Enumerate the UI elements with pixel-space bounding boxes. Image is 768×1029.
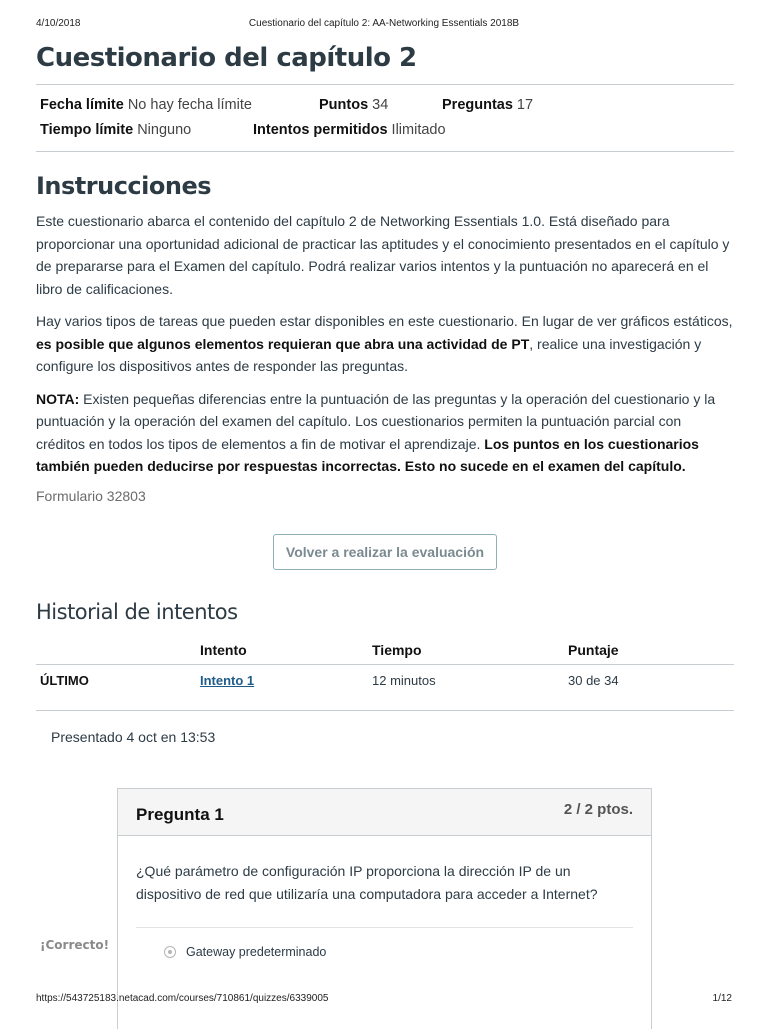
due-label: Fecha límite (40, 97, 124, 113)
due-value: No hay fecha límite (127, 97, 252, 113)
instructions-paragraph-1: Este cuestionario abarca el contenido del capítulo 2 de Networking Essentials 1.0. Está diseñado para proporcionar una oportunidad adicional de practicar las aptitudes y el conocimiento presentados en el capítulo y de prepararse para el Examen del capítulo. Podrá realizar varios intentos y la puntuación no aparecerá en el libro de calificaciones. (36, 213, 730, 297)
answer-option[interactable] (164, 945, 326, 959)
print-doc-title: Cuestionario del capítulo 2: AA-Networking Essentials 2018B (248, 18, 520, 29)
details-row-1 (40, 93, 730, 118)
quiz-details (36, 85, 734, 151)
attempt-status: ÚLTIMO (40, 672, 89, 688)
column-header-attempt: Intento (200, 634, 372, 665)
radio-selected-icon[interactable] (164, 946, 176, 958)
answer-label: Gateway predeterminado (186, 945, 327, 959)
time-value: Ninguno (137, 122, 192, 138)
print-header (36, 18, 732, 32)
column-header-time: Tiempo (372, 634, 568, 665)
column-header-status (36, 634, 200, 665)
instructions-title: Instrucciones (36, 172, 212, 200)
submitted-date: Presentado 4 oct en 13:53 (51, 728, 216, 745)
points-label: Puntos (319, 97, 369, 113)
quiz-content (36, 40, 734, 745)
form-id: Formulario 32803 (36, 487, 146, 504)
p2-text-a: Hay varios tipos de tareas que pueden estar disponibles en este cuestionario. En lugar de ver gráficos estáticos, (36, 313, 733, 329)
time-limit (40, 118, 253, 143)
points (319, 93, 442, 118)
attempts-label: Intentos permitidos (253, 122, 388, 138)
attempt-time: 12 minutos (372, 672, 436, 688)
p2-text-c: , realice una investigación y configure los dispositivos antes de responder las preguntas. (36, 335, 702, 374)
divider (36, 151, 734, 152)
print-page-number: 1/12 (712, 993, 732, 1004)
note-label: NOTA: (36, 390, 80, 407)
instructions-paragraph-2 (36, 310, 734, 378)
divider (36, 710, 734, 711)
attempt-link[interactable]: Intento 1 (200, 672, 255, 688)
p3-text-a: Existen pequeñas diferencias entre la puntuación de las preguntas y la operación del cuestionario y la puntuación y la operación del examen del capítulo. Los cuestionarios permiten la puntuación parcial con créditos en todos los tipos de elementos a fin de motivar el aprendizaje. (36, 390, 716, 452)
print-footer (36, 993, 732, 1007)
table-header-row (36, 634, 734, 665)
attempt-cell (200, 664, 372, 698)
correct-answer-flag: ¡Correcto! (40, 938, 110, 952)
column-header-score: Puntaje (568, 634, 734, 665)
page-title: Cuestionario del capítulo 2 (36, 43, 417, 73)
details-row-2 (40, 118, 730, 143)
retake-container (36, 534, 734, 570)
p3-bold: Los puntos en los cuestionarios también pueden deducirse por respuestas incorrectas. Esto no sucede en el examen del capítulo. (36, 435, 699, 474)
instructions-paragraph-3 (36, 388, 734, 478)
print-date: 4/10/2018 (36, 18, 81, 29)
allowed-attempts (253, 118, 446, 143)
questions-value: 17 (516, 97, 534, 113)
question-points: 2 / 2 ptos. (563, 801, 633, 818)
table-row (36, 664, 734, 698)
questions-label: Preguntas (442, 97, 513, 113)
questions (442, 93, 533, 118)
attempts-value: Ilimitado (391, 122, 446, 138)
p2-bold: es posible que algunos elementos requieran que abra una actividad de PT (36, 335, 530, 352)
due-date (40, 93, 319, 118)
retake-quiz-button[interactable]: Volver a realizar la evaluación (273, 534, 497, 570)
print-url: https://543725183.netacad.com/courses/710861/quizzes/6339005 (36, 993, 329, 1004)
radio-dot-icon (168, 950, 172, 954)
question-name: Pregunta 1 (136, 805, 224, 824)
question-text: ¿Qué parámetro de configuración IP proporciona la dirección IP de un dispositivo de red que utilizaría una computadora para acceder a Internet? (136, 863, 598, 902)
divider (136, 927, 633, 928)
points-value: 34 (372, 97, 389, 113)
attempt-history-title: Historial de intentos (36, 599, 238, 624)
time-label: Tiempo límite (40, 122, 134, 138)
attempt-score: 30 de 34 (568, 672, 619, 688)
attempt-history-table (36, 634, 734, 698)
question-header (118, 789, 651, 836)
